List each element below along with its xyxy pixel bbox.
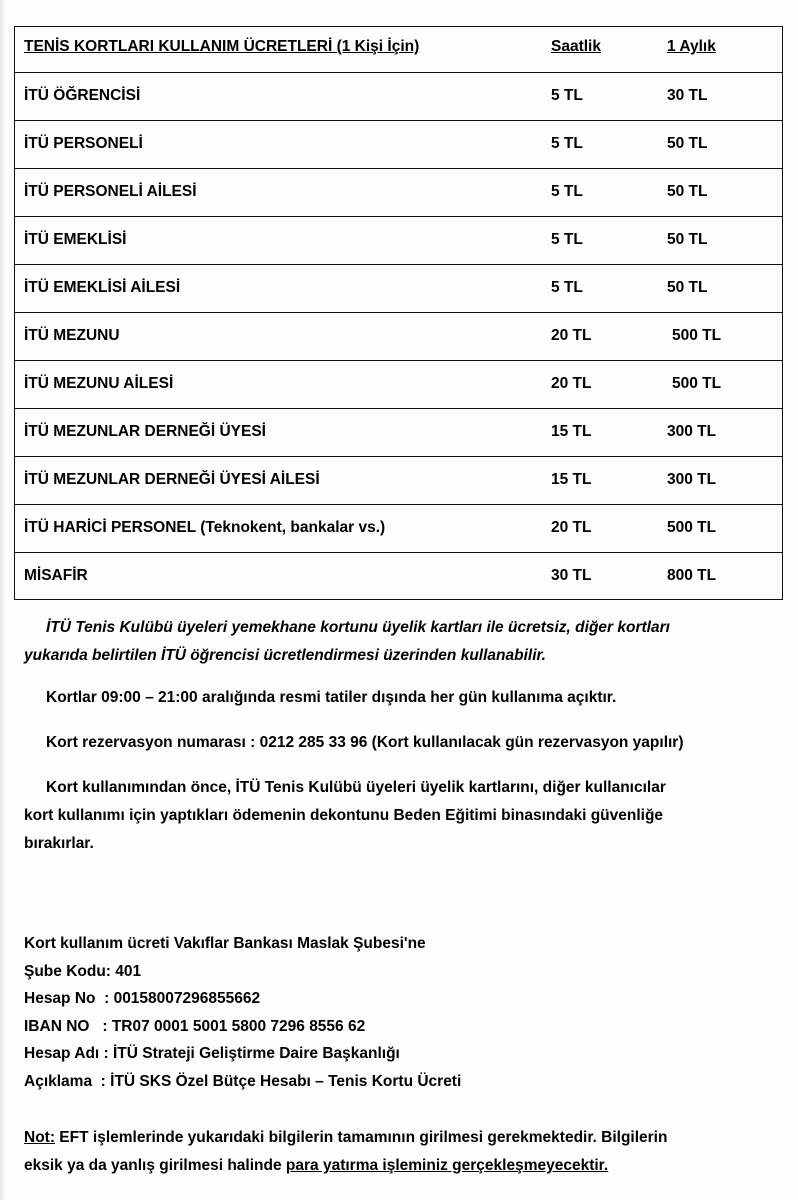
row-category: İTÜ MEZUNU <box>24 327 120 344</box>
row-monthly: 300 TL <box>667 471 717 488</box>
row-monthly: 500 TL <box>672 375 722 392</box>
table-row <box>15 505 783 553</box>
row-monthly: 300 TL <box>667 423 717 440</box>
row-monthly: 50 TL <box>667 231 708 248</box>
row-monthly: 30 TL <box>667 87 708 104</box>
row-category: İTÜ MEZUNLAR DERNEĞİ ÜYESİ <box>24 423 266 440</box>
fee-table-header <box>15 27 783 73</box>
club-line-2: yukarıda belirtilen İTÜ öğrencisi ücretlendirmesi üzerinden kullanabilir. <box>24 647 546 664</box>
table-row <box>15 409 783 457</box>
table-row <box>15 121 783 169</box>
row-hourly: 5 TL <box>551 279 583 296</box>
row-hourly: 15 TL <box>551 471 592 488</box>
row-hourly: 15 TL <box>551 423 592 440</box>
club-line-1: İTÜ Tenis Kulübü üyeleri yemekhane kortunu üyelik kartları ile ücretsiz, diğer kortları <box>46 619 670 636</box>
note-line-1 <box>24 1124 784 1152</box>
receipt-line-1: Kort kullanımından önce, İTÜ Tenis Kulübü üyeleri üyelik kartlarını, diğer kullanıcılar <box>46 779 666 796</box>
header-hourly: Saatlik <box>551 38 601 55</box>
note-paragraph <box>24 1124 784 1180</box>
row-category: İTÜ PERSONELİ <box>24 135 143 152</box>
table-row <box>15 313 783 361</box>
table-row <box>15 361 783 409</box>
note-line-2 <box>24 1152 784 1180</box>
header-category: TENİS KORTLARI KULLANIM ÜCRETLERİ (1 Kişi İçin) <box>24 38 420 55</box>
table-row <box>15 169 783 217</box>
row-category: MİSAFİR <box>24 567 88 584</box>
row-monthly: 50 TL <box>667 135 708 152</box>
row-hourly: 20 TL <box>551 519 592 536</box>
row-category: İTÜ EMEKLİSİ <box>24 231 127 248</box>
table-row <box>15 217 783 265</box>
receipt-paragraph <box>24 774 774 858</box>
receipt-line-3: bırakırlar. <box>24 835 94 852</box>
row-hourly: 20 TL <box>551 327 592 344</box>
receipt-line-2: kort kullanımı için yaptıkları ödemenin dekontunu Beden Eğitimi binasındaki güvenliğe <box>24 807 664 824</box>
row-monthly: 800 TL <box>667 567 717 584</box>
header-monthly: 1 Aylık <box>667 38 716 55</box>
table-row <box>15 73 783 121</box>
club-members-paragraph <box>24 614 774 670</box>
row-hourly: 5 TL <box>551 135 583 152</box>
table-row <box>15 553 783 600</box>
bank-info <box>24 930 461 1095</box>
note-line1-text: EFT işlemlerinde yukarıdaki bilgilerin tamamının girilmesi gerekmektedir. Bilgilerin <box>55 1129 668 1146</box>
reservation-paragraph <box>24 729 774 757</box>
note-warning: para yatırma işleminiz gerçekleşmeyecektir. <box>285 1157 609 1174</box>
hours-paragraph <box>24 684 774 712</box>
fee-table <box>14 26 783 600</box>
row-hourly: 20 TL <box>551 375 592 392</box>
hours-line: Kortlar 09:00 – 21:00 aralığında resmi tatiler dışında her gün kullanıma açıktır. <box>46 689 617 706</box>
row-monthly: 50 TL <box>667 183 708 200</box>
row-category: İTÜ PERSONELİ AİLESİ <box>24 183 197 200</box>
row-hourly: 5 TL <box>551 183 583 200</box>
row-category: İTÜ MEZUNU AİLESİ <box>24 375 174 392</box>
row-hourly: 5 TL <box>551 231 583 248</box>
note-line2-text: eksik ya da yanlış girilmesi halinde <box>24 1157 286 1174</box>
note-label: Not: <box>24 1129 55 1146</box>
account-number: Hesap No : 00158007296855662 <box>24 990 261 1007</box>
row-category: İTÜ MEZUNLAR DERNEĞİ ÜYESİ AİLESİ <box>24 471 320 488</box>
table-row <box>15 265 783 313</box>
row-category: İTÜ ÖĞRENCİSİ <box>24 87 141 104</box>
row-hourly: 5 TL <box>551 87 583 104</box>
row-monthly: 50 TL <box>667 279 708 296</box>
payment-description: Açıklama : İTÜ SKS Özel Bütçe Hesabı – Tenis Kortu Ücreti <box>24 1072 462 1090</box>
row-monthly: 500 TL <box>672 327 722 344</box>
bank-intro: Kort kullanım ücreti Vakıflar Bankası Maslak Şubesi'ne <box>24 935 426 952</box>
iban: IBAN NO : TR07 0001 5001 5800 7296 8556 62 <box>24 1017 366 1035</box>
table-row <box>15 457 783 505</box>
row-category: İTÜ EMEKLİSİ AİLESİ <box>24 279 181 296</box>
account-name: Hesap Adı : İTÜ Strateji Geliştirme Daire Başkanlığı <box>24 1045 400 1062</box>
reservation-line: Kort rezervasyon numarası : 0212 285 33 96 (Kort kullanılacak gün rezervasyon yapılır) <box>46 734 684 751</box>
row-category: İTÜ HARİCİ PERSONEL (Teknokent, bankalar vs.) <box>24 519 386 536</box>
branch-code: Şube Kodu: 401 <box>24 962 142 980</box>
row-hourly: 30 TL <box>551 567 592 584</box>
row-monthly: 500 TL <box>667 519 717 536</box>
